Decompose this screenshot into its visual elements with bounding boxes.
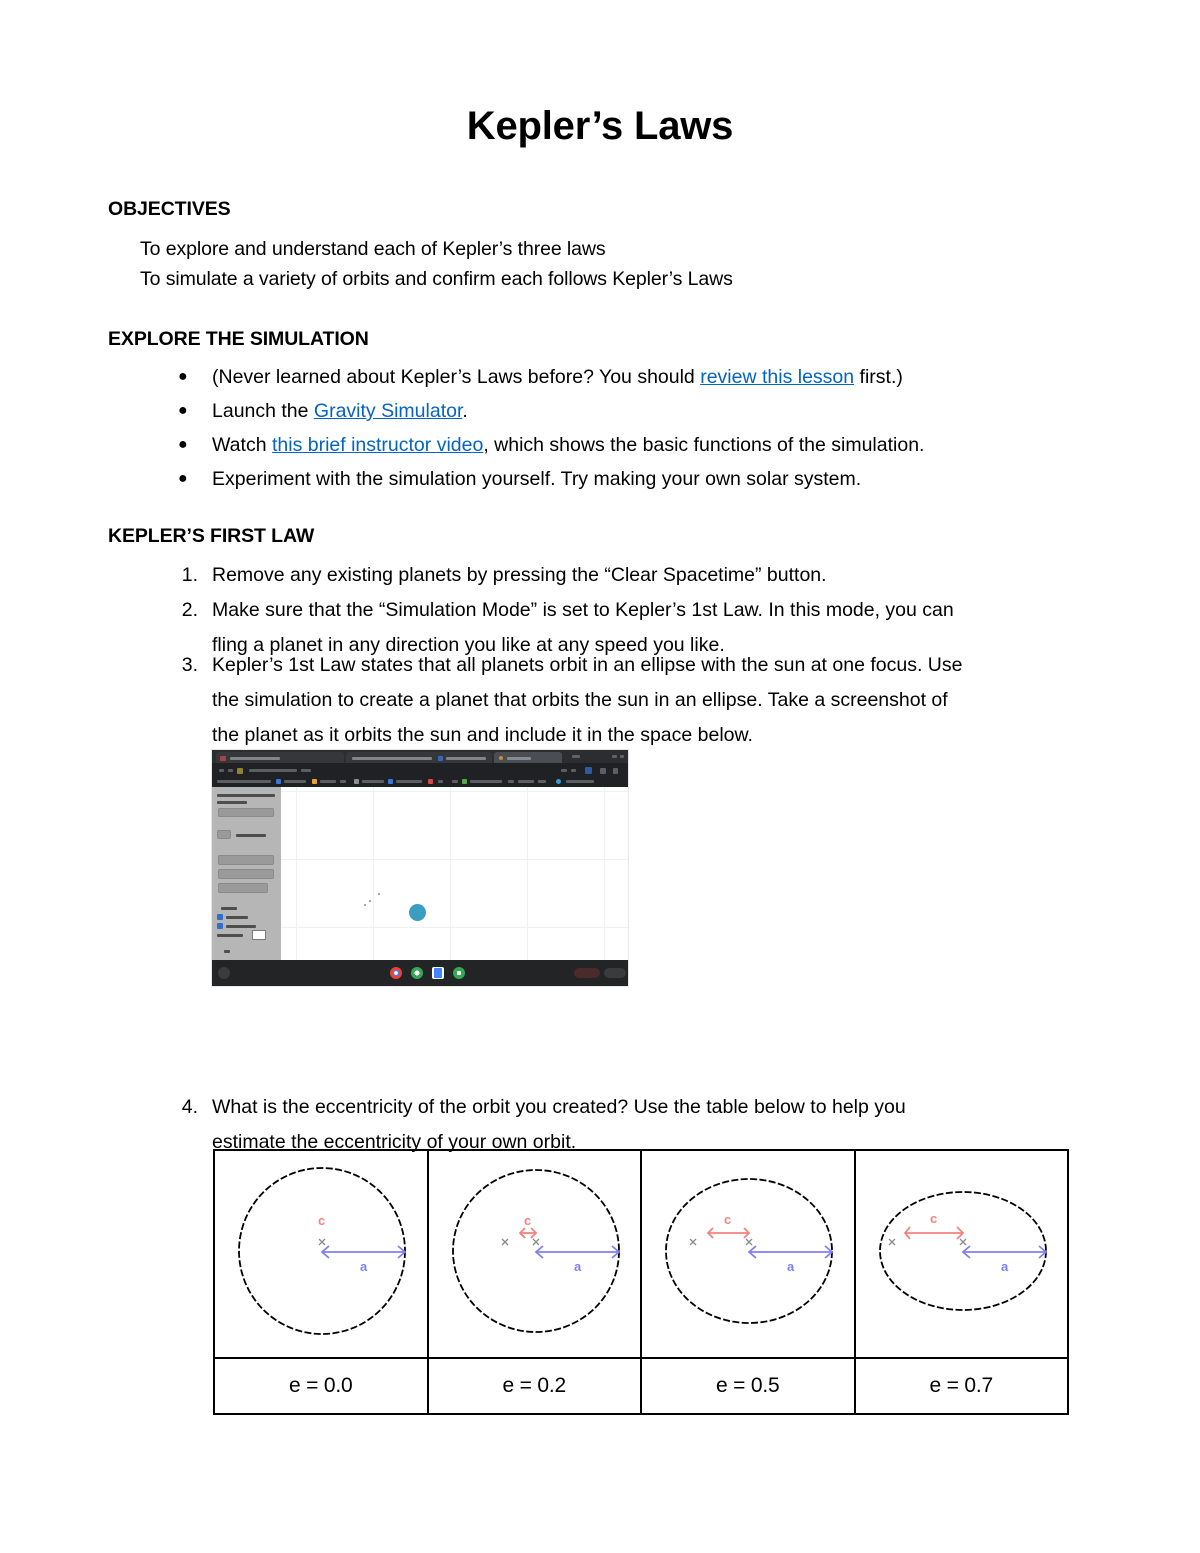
docs-icon[interactable] (432, 967, 444, 979)
browser-tab[interactable] (346, 752, 492, 763)
simulation-screenshot-image (211, 749, 629, 987)
simulation-mode-button[interactable] (218, 855, 274, 865)
list-text: Remove any existing planets by pressing the “Clear Spacetime” button. (212, 564, 827, 586)
objectives-heading: OBJECTIVES (108, 198, 231, 220)
browser-tab[interactable] (216, 752, 344, 763)
focal-distance-arrow (905, 1227, 963, 1239)
orbit-svg (429, 1151, 643, 1357)
zoom-input[interactable] (252, 930, 266, 940)
simulation-control-panel[interactable] (212, 787, 281, 962)
eccentricity-figure-cell (428, 1150, 642, 1358)
eccentricity-figure-cell (214, 1150, 428, 1358)
list-item (172, 648, 1052, 753)
bullet-text-post: first.) (854, 366, 903, 388)
play-store-icon[interactable] (453, 967, 465, 979)
list-text: Kepler’s 1st Law states that all planets orbit in an ellipse with the sun at one focus. Use (212, 654, 963, 676)
semi-major-arrow (963, 1246, 1046, 1258)
list-text: fling a planet in any direction you like at any speed you like. (212, 634, 725, 656)
browser-tab-strip (212, 750, 628, 763)
orbit-diagram-e07 (856, 1151, 1068, 1357)
semi-major-label: a (1000, 1259, 1008, 1274)
focus-mark (690, 1239, 752, 1245)
bullet-text-post: , which shows the basic functions of the simulation. (483, 434, 925, 456)
objectives-line-1: To explore and understand each of Kepler’s three laws (140, 238, 606, 260)
bullet-dot-icon: ● (178, 436, 188, 453)
focal-distance-label: c (318, 1213, 326, 1228)
review-this-lesson-link[interactable]: review this lesson (700, 366, 855, 388)
table-row (214, 1358, 1068, 1414)
chrome-icon[interactable] (390, 967, 402, 979)
bullet-text-pre: Launch the (212, 400, 314, 422)
orbit-svg (856, 1151, 1070, 1357)
bullet-dot-icon: ● (178, 402, 188, 419)
orbit-diagram-e02 (429, 1151, 641, 1357)
focus-mark (319, 1239, 325, 1245)
table-row (214, 1150, 1068, 1358)
os-shelf (212, 960, 628, 986)
launcher-icon[interactable] (218, 967, 230, 979)
bullet-text: Experiment with the simulation yourself. Try making your own solar system. (212, 468, 862, 490)
focal-distance-arrow (520, 1228, 536, 1238)
bullet-text (212, 430, 1058, 460)
list-item (178, 464, 1058, 494)
browser-omnibox[interactable] (215, 765, 627, 775)
orbit-svg (642, 1151, 856, 1357)
eccentricity-label-cell: e = 0.0 (214, 1358, 428, 1414)
shelf-status-badge[interactable] (574, 968, 600, 978)
list-text: estimate the eccentricity of your own orbit. (212, 1131, 577, 1153)
focus-mark (502, 1239, 539, 1245)
page-title: Kepler’s Laws (466, 104, 734, 148)
eccentricity-label-cell: e = 0.7 (855, 1358, 1069, 1414)
gravity-simulator-link[interactable]: Gravity Simulator (313, 400, 463, 422)
orbit-diagram-e00 (215, 1151, 427, 1357)
browser-bookmarks-bar[interactable] (212, 776, 628, 787)
bullet-text-post: . (462, 400, 468, 422)
focus-mark (889, 1239, 966, 1245)
focal-distance-label: c (724, 1212, 732, 1227)
browser-chrome (212, 750, 628, 787)
green-app-icon[interactable] (411, 967, 423, 979)
list-text: the simulation to create a planet that orbits the sun in an ellipse. Take a screenshot of (212, 689, 948, 711)
list-item (178, 362, 1058, 392)
browser-tab-active[interactable] (494, 752, 562, 763)
instructor-video-link[interactable]: this brief instructor video (271, 434, 484, 456)
first-law-heading: KEPLER’S FIRST LAW (108, 525, 315, 547)
list-item (172, 558, 1052, 593)
bullet-dot-icon: ● (178, 470, 188, 487)
semi-major-label: a (787, 1259, 795, 1274)
bullet-text-pre: (Never learned about Kepler’s Laws before? You should (212, 366, 701, 388)
bullet-text (212, 396, 1058, 426)
focal-distance-arrow (708, 1228, 749, 1238)
mode-prev-button[interactable] (217, 830, 231, 839)
semi-major-label: a (573, 1259, 581, 1274)
list-item (178, 396, 1058, 426)
eccentricity-figure-cell (855, 1150, 1069, 1358)
list-item (178, 430, 1058, 460)
eccentricity-figure-cell (641, 1150, 855, 1358)
show-labels-checkbox[interactable] (217, 923, 223, 929)
objectives-line-2: To simulate a variety of orbits and confirm each follows Kepler’s Laws (140, 268, 733, 290)
focal-distance-label: c (929, 1211, 937, 1226)
focal-distance-label: c (523, 1213, 531, 1228)
semi-major-label: a (360, 1259, 368, 1274)
show-trails-checkbox[interactable] (217, 914, 223, 920)
list-text: the planet as it orbits the sun and include it in the space below. (212, 724, 753, 746)
secondary-action-button[interactable] (218, 869, 274, 879)
list-number: 4. (181, 1096, 198, 1118)
clear-spacetime-button[interactable] (218, 808, 274, 817)
list-text: Make sure that the “Simulation Mode” is set to Kepler’s 1st Law. In this mode, you can (212, 599, 954, 621)
bullet-text (212, 362, 1058, 392)
list-number: 2. (181, 599, 198, 621)
tertiary-action-button[interactable] (218, 883, 268, 893)
explore-heading: EXPLORE THE SIMULATION (108, 328, 369, 350)
orbit-svg (215, 1151, 429, 1357)
eccentricity-label-cell: e = 0.5 (641, 1358, 855, 1414)
planet-body[interactable] (409, 904, 426, 921)
eccentricity-label-cell: e = 0.2 (428, 1358, 642, 1414)
list-number: 3. (181, 654, 198, 676)
semi-major-arrow (536, 1246, 619, 1258)
bullet-dot-icon: ● (178, 368, 188, 385)
semi-major-arrow (749, 1246, 832, 1258)
orbit-diagram-e05 (642, 1151, 854, 1357)
semi-major-arrow (322, 1246, 405, 1258)
list-number: 1. (181, 564, 198, 586)
list-text: What is the eccentricity of the orbit you created? Use the table below to help you (212, 1096, 906, 1118)
bullet-text-pre: Watch (212, 434, 272, 456)
eccentricity-reference-table (213, 1149, 1069, 1415)
simulation-canvas[interactable] (212, 787, 628, 962)
shelf-system-tray[interactable] (604, 968, 626, 978)
